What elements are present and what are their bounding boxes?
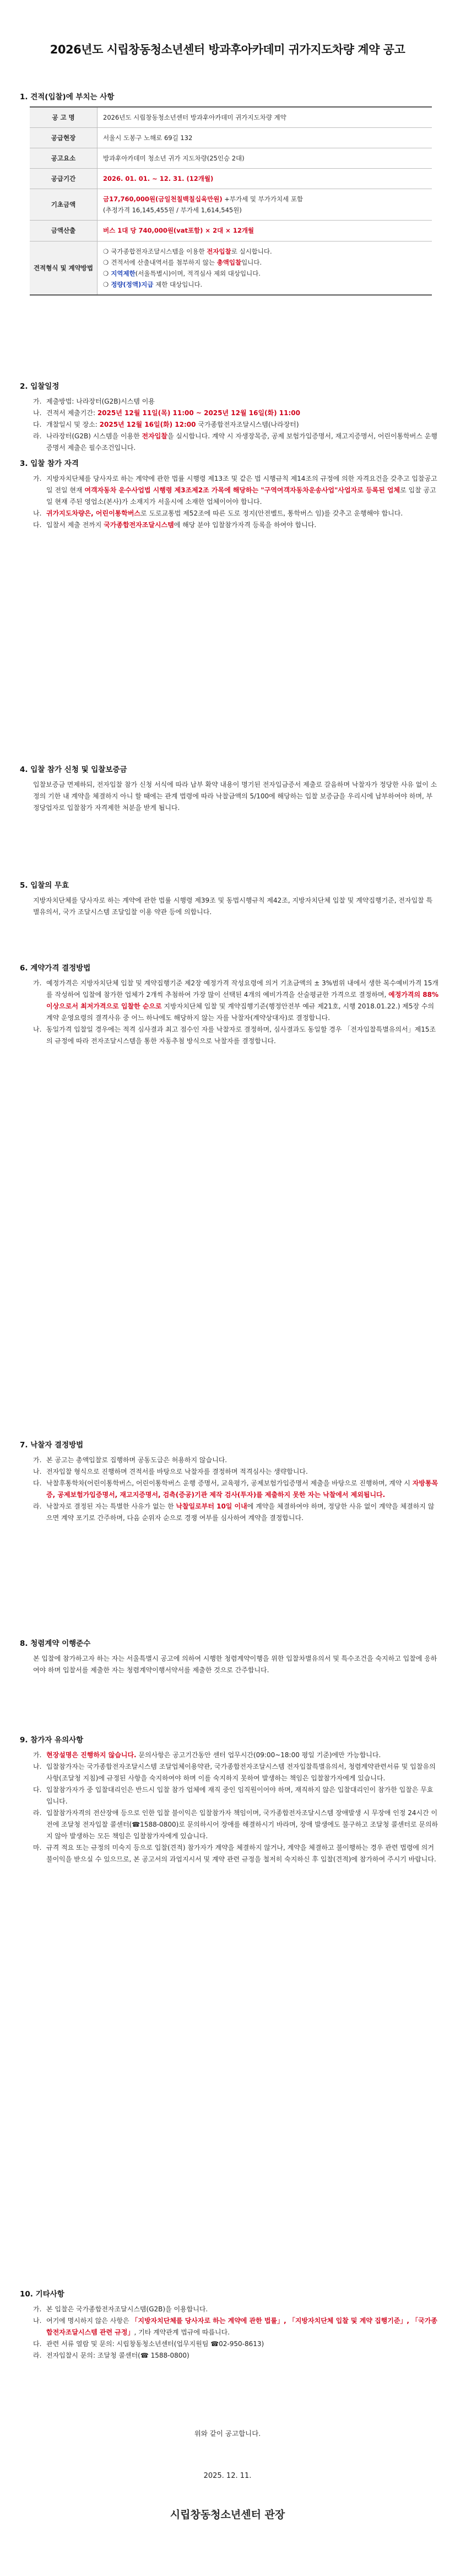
list-item: 가. 본 입찰은 국가종합전자조달시스템(G2B)을 이용합니다.: [33, 2305, 208, 2313]
section-body: 본 입찰에 참가하고자 하는 자는 서울특별시 공고에 의하여 시행한 청렴계약이행을 위한 입찰차별유의서 및 특수조건을 숙지하고 입찰에 응하여야 하며 입찰서를 제출한 자는 청렴계약이행서약서를 제출한 것으로 간주합니다.: [33, 1654, 437, 1674]
list-item: 나. 여기에 명시하지 않은 사항은 「지방자치단체를 당사자로 하는 계약에 관한 법률」, 「지방자치단체 입찰 및 계약 집행기준」, 「국가종합전자조달시스템 관련 규정」, 기타 계약관계 법규에 따릅니다.: [33, 2316, 437, 2336]
list-item: ❍ 정량(정액)지급 제한 대상입니다.: [103, 280, 203, 288]
list-item: 나. 귀가지도차량은, 어린이통학버스로 도로교통법 제52조에 따른 도로 정지(안전벨트, 통학버스 임)를 갖추고 운행해야 합니다.: [33, 509, 403, 517]
closing-statement: 위와 같이 공고합니다.: [194, 2429, 261, 2438]
section-heading: 10. 기타사항: [20, 2290, 64, 2299]
table-row: [30, 148, 432, 168]
list-item: 다. 입찰서 제출 전까지 국가종합전자조달시스템에 해당 분야 입찰참가자격 등록을 하여야 합니다.: [33, 520, 317, 529]
section-heading: 5. 입찰의 무효: [20, 881, 69, 890]
section-body: 지방자치단체를 당사자로 하는 계약에 관한 법률 시행령 제39조 및 동법시행규칙 제42조, 지방자치단체 입찰 및 계약집행기준, 전자입찰 특별유의서, 국가 조달시스템 조달입찰 이용 약관 등에 의합니다.: [33, 896, 433, 916]
section-body: 입찰보증금 면제하되, 전자입찰 참가 신청 서식에 따라 납부 확약 내용이 명기된 전자입금증서 제출로 갈음하며 낙찰자가 정당한 사유 없이 소정의 기한 내 계약을 체결하지 아니 할 때에는 관계 법령에 따라 낙찰금액의 5/100에 해당하는 입찰 보증금을 우리시에 납부하여야 하며, 부정당업자로 입찰참가 자격제한 처분을 받게 됩니다.: [33, 780, 437, 812]
row-value: 2026. 01. 01. ~ 12. 31. (12개월): [98, 169, 432, 189]
section-invalid-bids: [20, 879, 438, 918]
list-item: 가. 본 공고는 총액입찰로 집행하며 공동도급은 허용하지 않습니다.: [33, 1456, 228, 1464]
section-price-decision: [20, 962, 438, 1047]
row-value: [98, 189, 432, 221]
section-heading: 3. 입찰 참가 자격: [20, 459, 79, 468]
list-item: 나. 입찰참가자는 국가종합전자조달시스템 조달업체이용약관, 국가종합전자조달시스템 전자입찰특별유의서, 청렴계약관련서류 및 입찰유의사항(조달청 지침)에 규정된 사항을 숙지하여야 하며 이를 숙지하지 못하여 발생하는 책임은 입찰참가자에게 있습니다.: [33, 1762, 436, 1782]
list-item: 가. 제출방법: 나라장터(G2B)시스템 이용: [33, 397, 155, 405]
row-label: 금액산출: [30, 221, 98, 241]
row-label: 견적형식 및 계약방법: [30, 241, 98, 295]
bullet-icon: ❍: [103, 269, 109, 277]
list-item: ❍ 지역제한(서울특별시)이며, 적격심사 제외 대상입니다.: [103, 269, 261, 277]
section-heading: 8. 청렴계약 이행준수: [20, 1639, 91, 1648]
row-label: 기초금액: [30, 189, 98, 221]
list-item: ❍ 국가종합전자조달시스템을 이용한 전자입찰로 실시합니다.: [103, 247, 272, 255]
row-label: 공 고 명: [30, 107, 98, 128]
row-value: 서울시 도봉구 노해로 69길 132: [98, 127, 432, 148]
row-value: 방과후아카데미 청소년 귀가 지도차량(25인승 2대): [98, 148, 432, 168]
bullet-icon: ❍: [103, 280, 109, 288]
method-list: [98, 241, 432, 295]
table-row: [30, 169, 432, 189]
section-deposit: [20, 764, 438, 814]
overview-table: [30, 106, 432, 296]
section-other: [20, 2288, 438, 2362]
section-heading: 2. 입찰일정: [20, 382, 59, 391]
bullet-icon: ❍: [103, 247, 109, 255]
document-title: 2026년도 시립창동청소년센터 방과후아카데미 귀가지도차량 계약 공고: [50, 43, 405, 56]
section-integrity: [20, 1638, 438, 1676]
section-heading: 6. 계약가격 결정방법: [20, 964, 91, 973]
list-item: 라. 낙찰자로 결정된 자는 특별한 사유가 없는 한 낙찰일로부터 10일 이내에 계약을 체결하여야 하며, 정당한 사유 없이 계약을 체결하지 않으면 계약 포기로 간주하며, 다음 순위자 순으로 경쟁 여부를 심사하여 계약을 결정합니다.: [33, 1502, 435, 1522]
table-row: [30, 221, 432, 241]
list-item: 가. 현장설명은 진행하지 않습니다. 문의사항은 공고기간동안 센터 업무시간(09:00~18:00 평일 기준)에만 가능합니다.: [33, 1751, 381, 1759]
bullet-icon: ❍: [103, 258, 109, 266]
list-item: 가. 예정가격은 지방자치단체 입찰 및 계약집행기준 제2장 예정가격 작성요령에 의거 기초금액의 ± 3%범위 내에서 생한 복수예비가격 15개를 작성하여 입찰에 참가한 업체가 2개씩 추첨하여 가장 많이 선택된 4개의 예비가격을 산술평균한 가격으로 결정하며, 예정가격의 88% 이상으로서 최저가격으로 입찰한 순으로 지방자치단체 입찰 및 계약집행기준(행정안전부 예규 제21호, 시행 2018.01.22.) 제5장 수의계약 운영요령의 결격사유 중 어느 하나에도 해당하지 않는 자를 낙찰자(계약상대자)로 결정합니다.: [33, 979, 439, 1022]
base-amount: 금17,760,000원(금일천칠백칠십육만원): [103, 195, 223, 203]
estimated-price: (추정가격 16,145,455원 / 부가세 1,614,545원): [103, 206, 242, 214]
table-row: [30, 189, 432, 221]
section-notices: [20, 1734, 438, 1865]
list-item: 다. 낙찰후통학차(어린이통학버스, 어린이통학버스 운행 증명서, 교육평가, 공제보험가입증명서 제출을 바탕으로 진행하며, 계약 시 자방통목증, 공제보험가입증명서, 재고지증명서, 검측(증공)기관 제작 검사(투자)를 제출하지 못한 자는 낙찰에서 제외됩니다.: [33, 1479, 438, 1499]
section-heading: 7. 낙찰자 결정방법: [20, 1441, 84, 1450]
section-eligibility: [20, 458, 438, 531]
list-item: 라. 전자입찰시 문의: 조달청 콜센터(☎ 1588-0800): [33, 2351, 189, 2359]
row-value: 버스 1대 당 740,000원(vat포함) × 2대 × 12개월: [98, 221, 432, 241]
list-item: 나. 동일가격 입찰일 경우에는 적격 심사결과 최고 점수인 자를 낙찰자로 결정하며, 심사결과도 동일할 경우 「전자입찰특별유의서」제15조의 규정에 따라 전자조달시스템을 통한 자동추첨 방식으로 낙찰자를 결정합니다.: [33, 1025, 436, 1045]
list-item: 가. 지방자치단체를 당사자로 하는 계약에 관한 법률 시행령 제13조 및 같은 법 시행규칙 제14조의 규정에 의한 자격요건을 갖추고 입찰공고일 전일 현재 여객자동차 운수사업법 시행령 제3조제2조 가목에 해당하는 "구역여객자동차운송사업"사업자로 등록된 업체로 입찰 공고일 현재 주된 영업소(본사)가 소재지가 서울시에 소재한 업체이어야 합니다.: [33, 474, 437, 506]
row-value: 2026년도 시립창동청소년센터 방과후아카데미 귀가지도차량 계약: [98, 107, 432, 128]
list-item: 나. 견적서 제출기간: 2025년 12월 11일(목) 11:00 ~ 2025년 12월 16일(화) 11:00: [33, 409, 300, 417]
list-item: 다. 관련 서류 열람 및 문의: 시립창동청소년센터(업무지원팀 ☎02-950-8613): [33, 2339, 264, 2348]
list-item: 다. 개찰일시 및 장소: 2025년 12월 16일(화) 12:00 국가종합전자조달시스템(나라장터): [33, 420, 299, 428]
section-bidding-info: [20, 91, 438, 296]
table-row: [30, 241, 432, 295]
list-item: ❍ 견적서에 산출내역서를 첨부하지 않는 총액입찰입니다.: [103, 258, 262, 266]
table-row: [30, 127, 432, 148]
list-item: 마. 규격 적요 또는 규정의 미숙지 등으로 입찰(견적) 참가자가 계약을 체결하지 않거나, 계약을 체결하고 불이행하는 경우 관련 법령에 의거 불이익을 받으실 수 있으므로, 본 공고서의 과업지시서 및 계약 관련 규정을 철저히 숙지하신 후 입찰(견적)에 참가하여 주시기 바랍니다.: [33, 1843, 436, 1863]
list-item: 라. 나라장터(G2B) 시스템을 이용한 전자입찰을 실시합니다. 계약 시 자생장목증, 공제 보험가입증명서, 재고지증명서, 어린이통학버스 운행 증명서 제출은 필수조건입니다.: [33, 432, 437, 452]
list-item: 다. 입찰참가자가 중 입찰대리인은 반드시 입찰 참가 업체에 재직 중인 임직원이어야 하며, 재직하지 않은 입찰대리인이 참가한 입찰은 무효입니다.: [33, 1785, 434, 1805]
section-heading: 1. 견적(입찰)에 부치는 사항: [20, 93, 115, 101]
section-schedule: [20, 380, 438, 454]
vat-note: +부가세 및 부가가치세 포함: [222, 195, 304, 203]
section-heading: 9. 참가자 유의사항: [20, 1736, 84, 1745]
list-item: 나. 전자입찰 형식으로 진행하며 견적서를 바탕으로 낙찰자를 결정하며 적격심사는 생략합니다.: [33, 1467, 308, 1475]
list-item: 라. 입찰참가자격의 전산장애 등으로 인한 입찰 불이익은 입찰참가자 책임이며, 국가종합전자조달시스템 장애발생 시 무장애 인정 24시간 이전에 조달청 전자입찰 콜센터(☎1588-0800)로 문의하시어 장애를 해결하시기 바라며, 장애 발생에도 불구하고 조달청 콜센터로 문의하지 않아 발생하는 모든 책임은 입찰참가자에게 있습니다.: [33, 1808, 438, 1840]
announcement-date: 2025. 12. 11.: [203, 2472, 252, 2480]
row-label: 공급기간: [30, 169, 98, 189]
section-winner-decision: [20, 1439, 438, 1524]
row-label: 공고요소: [30, 148, 98, 168]
issuing-organization: 시립창동청소년센터 관장: [170, 2509, 285, 2521]
section-heading: 4. 입찰 참가 신청 및 입찰보증금: [20, 765, 127, 774]
table-row: [30, 107, 432, 128]
row-label: 공급현장: [30, 127, 98, 148]
